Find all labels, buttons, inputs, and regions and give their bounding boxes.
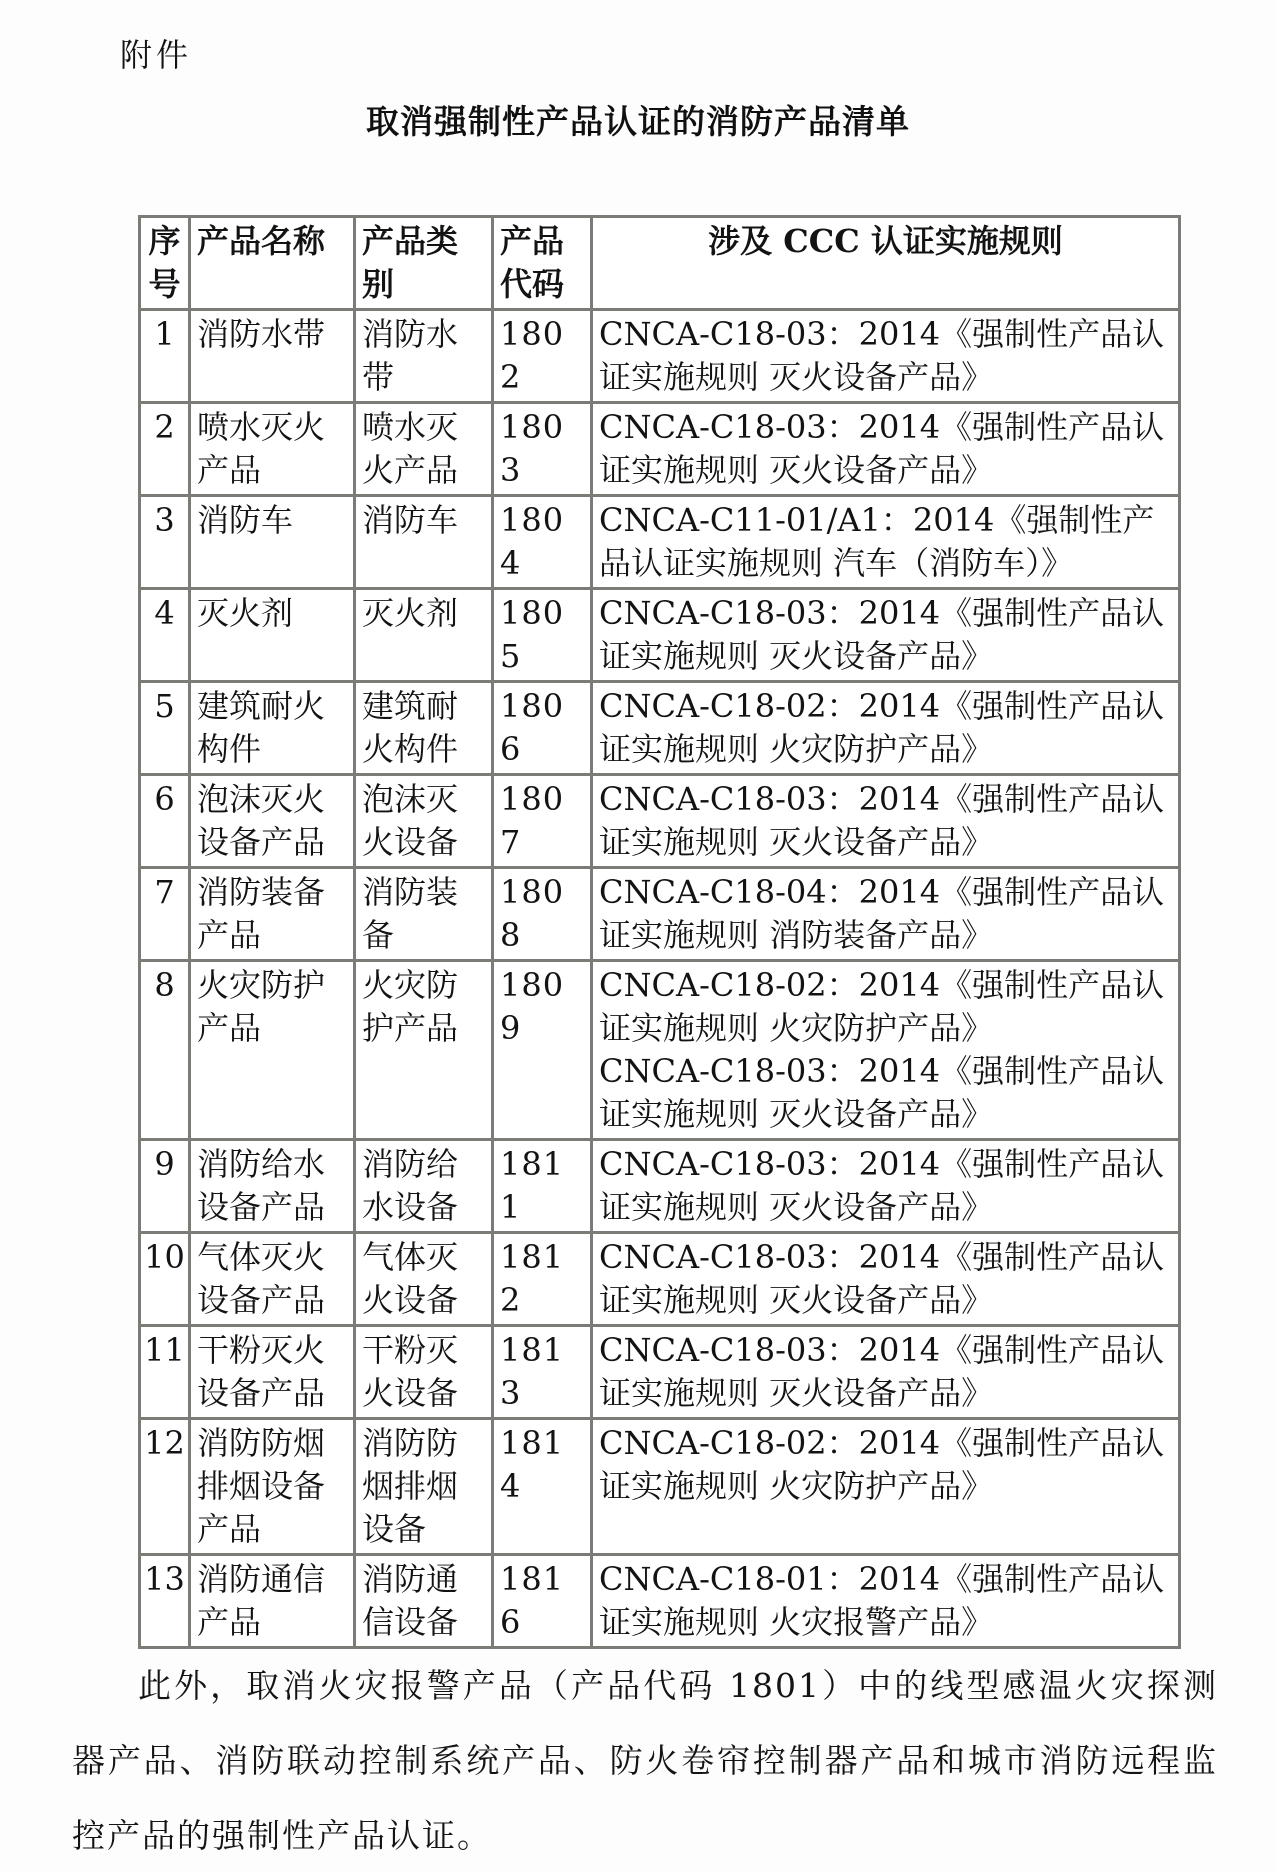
row-rules [592, 1555, 1180, 1648]
row-no: 13 [140, 1555, 190, 1648]
row-category: 消防给水设备 [355, 1140, 493, 1233]
row-no: 12 [140, 1419, 190, 1555]
row-name: 消防通信产品 [190, 1555, 355, 1648]
row-name: 泡沫灭火设备产品 [190, 775, 355, 868]
row-category: 消防通信设备 [355, 1555, 493, 1648]
row-rules [592, 682, 1180, 775]
row-name: 消防水带 [190, 310, 355, 403]
row-code: 1809 [493, 961, 592, 1140]
table-row [140, 1326, 1180, 1419]
table-row [140, 961, 1180, 1140]
row-code: 1802 [493, 310, 592, 403]
ccc-rule-text: CNCA-C18-03：2014《强制性产品认证实施规则 灭火设备产品》 [599, 594, 1165, 675]
table-row [140, 403, 1180, 496]
row-name: 气体灭火设备产品 [190, 1233, 355, 1326]
row-code: 1816 [493, 1555, 592, 1648]
table-row [140, 682, 1180, 775]
ccc-rule-text: CNCA-C18-03：2014《强制性产品认证实施规则 灭火设备产品》 [599, 1331, 1165, 1412]
header-product-category: 产品类别 [355, 217, 493, 310]
header-serial-number: 序号 [140, 217, 190, 310]
row-name: 灭火剂 [190, 589, 355, 682]
ccc-rule-text: CNCA-C18-04：2014《强制性产品认证实施规则 消防装备产品》 [599, 873, 1165, 954]
ccc-rule-text: CNCA-C18-02：2014《强制性产品认证实施规则 火灾防护产品》 [599, 687, 1165, 768]
ccc-rule-text: CNCA-C18-03：2014《强制性产品认证实施规则 灭火设备产品》 [599, 1238, 1165, 1319]
table-row [140, 589, 1180, 682]
row-no: 7 [140, 868, 190, 961]
row-no: 2 [140, 403, 190, 496]
ccc-rule-text: CNCA-C18-03：2014《强制性产品认证实施规则 灭火设备产品》 [599, 1145, 1165, 1226]
row-rules [592, 403, 1180, 496]
row-category: 消防装备 [355, 868, 493, 961]
ccc-rule-text: CNCA-C18-02：2014《强制性产品认证实施规则 火灾防护产品》 [599, 1424, 1165, 1505]
row-rules [592, 496, 1180, 589]
table-header [140, 217, 1180, 310]
row-code: 1814 [493, 1419, 592, 1555]
row-no: 10 [140, 1233, 190, 1326]
row-no: 9 [140, 1140, 190, 1233]
ccc-rule-text: CNCA-C18-01：2014《强制性产品认证实施规则 火灾报警产品》 [599, 1560, 1165, 1641]
table-header-row [140, 217, 1180, 310]
row-category: 火灾防护产品 [355, 961, 493, 1140]
row-code: 1813 [493, 1326, 592, 1419]
row-code: 1806 [493, 682, 592, 775]
row-code: 1804 [493, 496, 592, 589]
ccc-rule-text: CNCA-C18-03：2014《强制性产品认证实施规则 灭火设备产品》 [599, 780, 1165, 861]
header-ccc-rules: 涉及 CCC 认证实施规则 [592, 217, 1180, 310]
row-name: 建筑耐火构件 [190, 682, 355, 775]
row-rules [592, 868, 1180, 961]
row-name: 消防防烟排烟设备产品 [190, 1419, 355, 1555]
row-rules [592, 961, 1180, 1140]
row-code: 1807 [493, 775, 592, 868]
row-category: 灭火剂 [355, 589, 493, 682]
row-rules [592, 1233, 1180, 1326]
row-category: 泡沫灭火设备 [355, 775, 493, 868]
row-category: 消防防烟排烟设备 [355, 1419, 493, 1555]
row-no: 11 [140, 1326, 190, 1419]
row-code: 1803 [493, 403, 592, 496]
table-row [140, 1140, 1180, 1233]
row-category: 建筑耐火构件 [355, 682, 493, 775]
row-category: 干粉灭火设备 [355, 1326, 493, 1419]
row-category: 消防水带 [355, 310, 493, 403]
row-code: 1805 [493, 589, 592, 682]
row-code: 1808 [493, 868, 592, 961]
ccc-rule-text: CNCA-C11-01/A1：2014《强制性产品认证实施规则 汽车（消防车）》 [599, 501, 1155, 582]
table-row [140, 1233, 1180, 1326]
row-no: 5 [140, 682, 190, 775]
ccc-rule-text: CNCA-C18-02：2014《强制性产品认证实施规则 火灾防护产品》 [599, 966, 1165, 1047]
header-product-name: 产品名称 [190, 217, 355, 310]
table-row [140, 1419, 1180, 1555]
product-table [138, 215, 1181, 1649]
row-no: 8 [140, 961, 190, 1140]
page-title: 取消强制性产品认证的消防产品清单 [366, 102, 910, 141]
table-row [140, 1555, 1180, 1648]
table-row [140, 496, 1180, 589]
row-rules [592, 310, 1180, 403]
header-product-code: 产品代码 [493, 217, 592, 310]
row-rules [592, 1140, 1180, 1233]
attachment-label: 附件 [120, 36, 193, 74]
row-category: 气体灭火设备 [355, 1233, 493, 1326]
row-no: 6 [140, 775, 190, 868]
table-row [140, 310, 1180, 403]
ccc-rule-text: CNCA-C18-03：2014《强制性产品认证实施规则 灭火设备产品》 [599, 1052, 1165, 1133]
row-rules [592, 589, 1180, 682]
row-no: 4 [140, 589, 190, 682]
row-rules [592, 1326, 1180, 1419]
footer-note: 此外，取消火灾报警产品（产品代码 1801）中的线型感温火灾探测器产品、消防联动控制系统产品、防火卷帘控制器产品和城市消防远程监控产品的强制性产品认证。 [72, 1666, 1218, 1855]
row-rules [592, 1419, 1180, 1555]
product-table-body [140, 310, 1180, 1648]
table-row [140, 775, 1180, 868]
row-no: 1 [140, 310, 190, 403]
row-no: 3 [140, 496, 190, 589]
row-name: 消防车 [190, 496, 355, 589]
row-name: 火灾防护产品 [190, 961, 355, 1140]
row-category: 喷水灭火产品 [355, 403, 493, 496]
row-rules [592, 775, 1180, 868]
table-row [140, 868, 1180, 961]
row-name: 消防给水设备产品 [190, 1140, 355, 1233]
row-code: 1812 [493, 1233, 592, 1326]
row-name: 干粉灭火设备产品 [190, 1326, 355, 1419]
ccc-rule-text: CNCA-C18-03：2014《强制性产品认证实施规则 灭火设备产品》 [599, 315, 1165, 396]
row-name: 喷水灭火产品 [190, 403, 355, 496]
row-category: 消防车 [355, 496, 493, 589]
ccc-rule-text: CNCA-C18-03：2014《强制性产品认证实施规则 灭火设备产品》 [599, 408, 1165, 489]
row-code: 1811 [493, 1140, 592, 1233]
row-name: 消防装备产品 [190, 868, 355, 961]
